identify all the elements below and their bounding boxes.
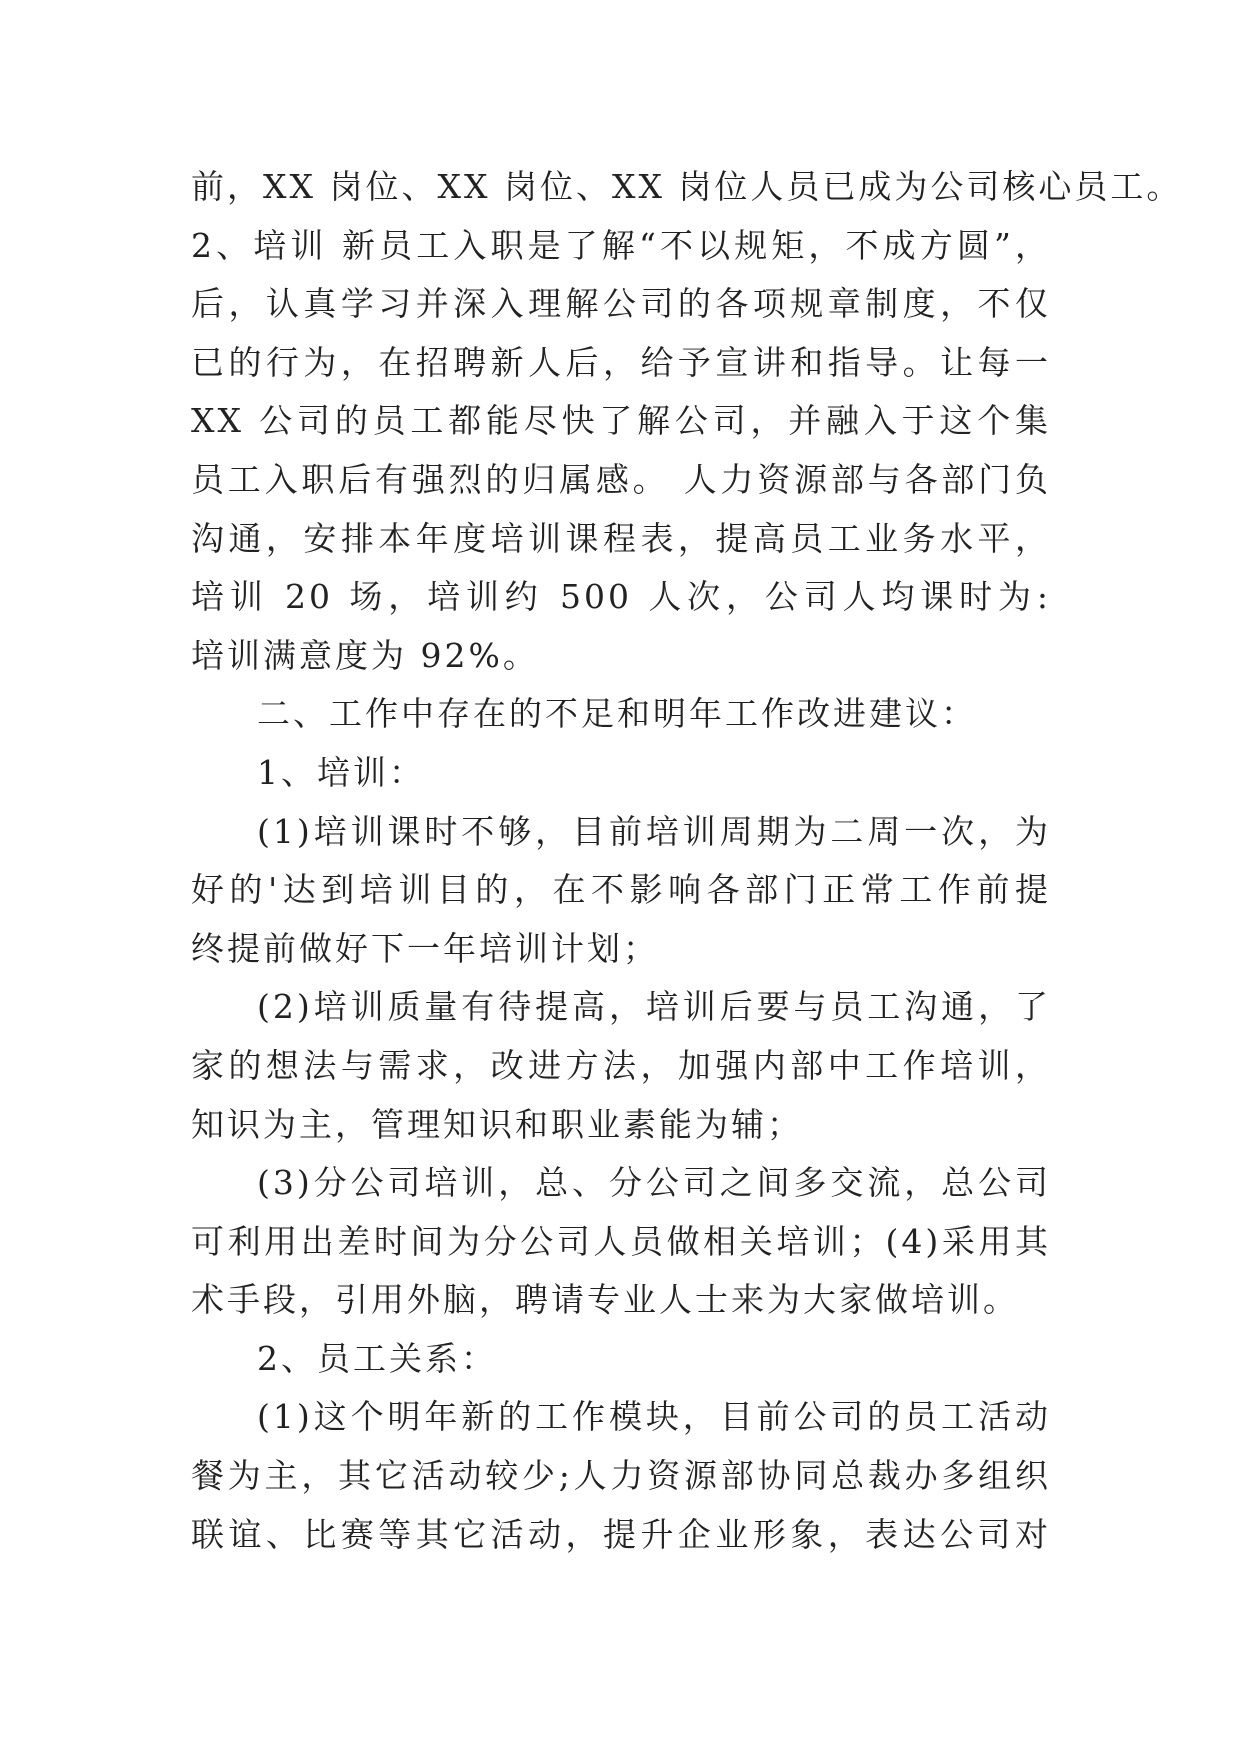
text-line: 1、培训： [257,752,425,792]
text-line: 二、工作中存在的不足和明年工作改进建议： [257,694,977,734]
text-line: 可利用出差时间为分公司人员做相关培训；(4)采用其 [191,1221,1051,1261]
text-line: 后，认真学习并深入理解公司的各项规章制度，不仅 [191,284,1051,324]
text-line: (1)培训课时不够，目前培训周期为二周一次，为 [257,811,1051,851]
text-line: (3)分公司培训，总、分公司之间多交流，总公司 [257,1163,1051,1203]
text-line: 员工入职后有强烈的归属感。 人力资源部与各部门负 [191,459,1051,499]
text-line: 联谊、比赛等其它活动，提升企业形象，表达公司对 [191,1514,1051,1554]
text-line: XX 公司的员工都能尽快了解公司，并融入于这个集 [191,401,1051,441]
text-line: 已的行为，在招聘新人后，给予宣讲和指导。让每一 [191,342,1051,382]
text-line: 培训 20 场，培训约 500 人次，公司人均课时为: [191,577,1051,617]
text-line: 好的'达到培训目的，在不影响各部门正常工作前提 [191,870,1051,910]
text-line: 2、员工关系： [257,1338,497,1378]
text-line: 前，XX 岗位、XX 岗位、XX 岗位人员已成为公司核心员工。 [191,167,1183,206]
text-line: 家的想法与需求，改进方法，加强内部中工作培训， [191,1045,1051,1085]
text-line: 终提前做好下一年培训计划； [191,928,659,968]
text-line: 2、培训 新员工入职是了解“不以规矩，不成方圆”， [191,225,1051,265]
document-body [191,158,1183,1564]
text-line: 沟通，安排本年度培训课程表，提高员工业务水平， [191,518,1051,558]
text-line: (1)这个明年新的工作模块，目前公司的员工活动 [257,1397,1051,1437]
text-line: 知识为主，管理知识和职业素能为辅； [191,1104,803,1144]
text-line: 术手段，引用外脑，聘请专业人士来为大家做培训。 [191,1280,1019,1320]
text-line: 餐为主，其它活动较少;人力资源部协同总裁办多组织 [191,1456,1051,1496]
text-line: (2)培训质量有待提高，培训后要与员工沟通，了 [257,987,1051,1027]
text-line: 培训满意度为 92%。 [191,635,539,675]
